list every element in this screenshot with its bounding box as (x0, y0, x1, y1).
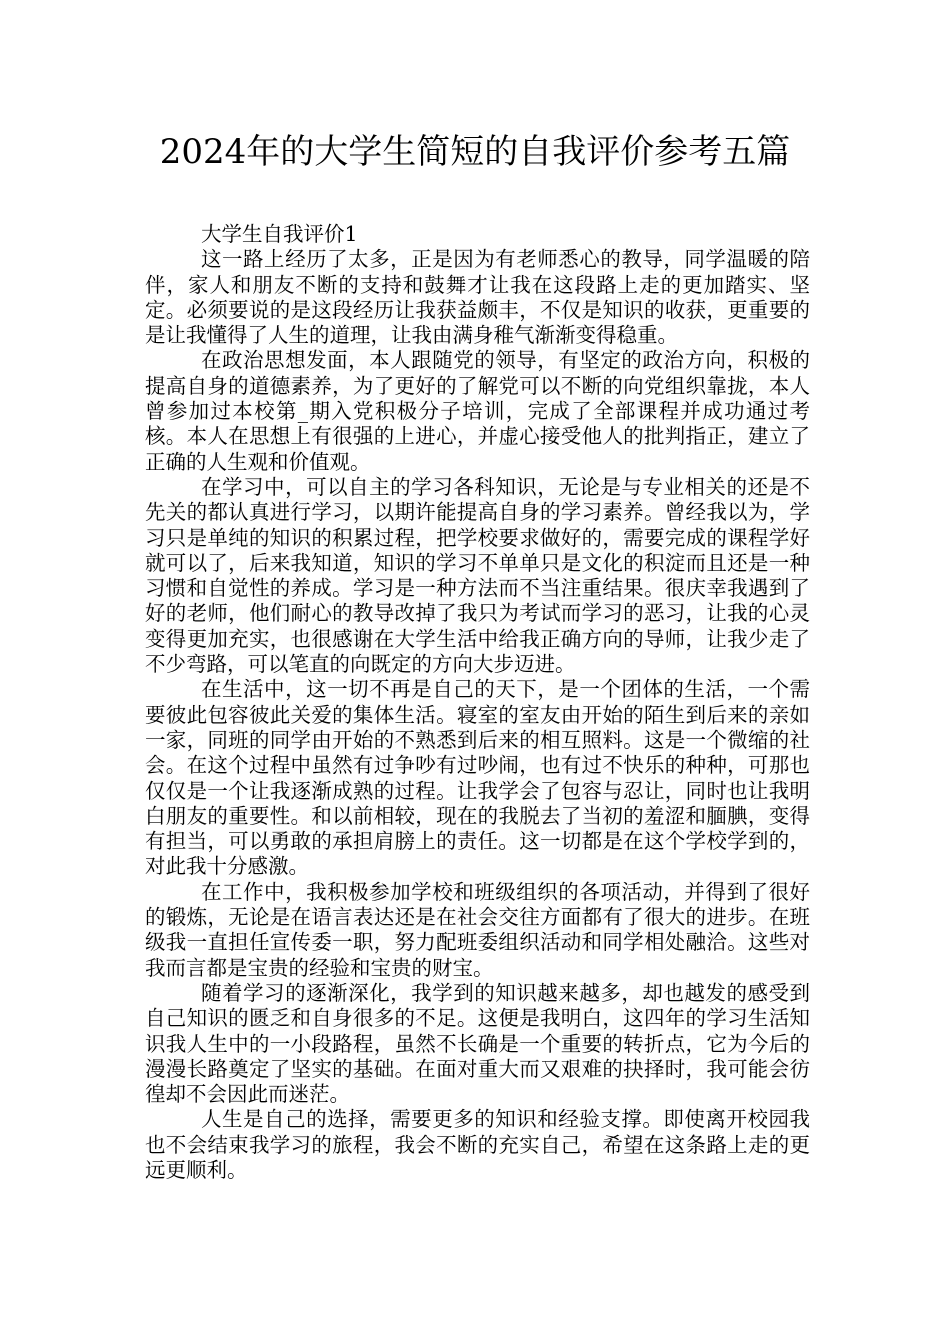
paragraph: 在工作中，我积极参加学校和班级组织的各项活动，并得到了很好的锻炼，无论是在语言表达还是在社会交往方面都有了很大的进步。在班级我一直担任宣传委一职，努力配班委组织活动和同学相处融洽。这些对我而言都是宝贵的经验和宝贵的财宝。 (145, 879, 810, 980)
paragraph: 在生活中，这一切不再是自己的天下，是一个团体的生活，一个需要彼此包容彼此关爱的集体生活。寝室的室友由开始的陌生到后来的亲如一家，同班的同学由开始的不熟悉到后来的相互照料。这是一个微缩的社会。在这个过程中虽然有过争吵有过吵闹，也有过不快乐的种种，可那也仅仅是一个让我逐渐成熟的过程。让我学会了包容与忍让，同时也让我明白朋友的重要性。和以前相较，现在的我脱去了当初的羞涩和腼腆，变得有担当，可以勇敢的承担肩膀上的责任。这一切都是在这个学校学到的，对此我十分感激。 (145, 677, 810, 879)
paragraph: 在政治思想发面，本人跟随党的领导，有坚定的政治方向，积极的提高自身的道德素养，为了更好的了解党可以不断的向党组织靠拢，本人曾参加过本校第_期入党积极分子培训，完成了全部课程并成功通过考核。本人在思想上有很强的上进心，并虚心接受他人的批判指正，建立了正确的人生观和价值观。 (145, 348, 810, 474)
document-body (145, 222, 810, 1183)
paragraph: 人生是自己的选择，需要更多的知识和经验支撑。即使离开校园我也不会结束我学习的旅程，我会不断的充实自己，希望在这条路上走的更远更顺利。 (145, 1107, 810, 1182)
section-heading: 大学生自我评价1 (201, 222, 358, 246)
paragraph: 在学习中，可以自主的学习各科知识，无论是与专业相关的还是不先关的都认真进行学习，以期许能提高自身的学习素养。曾经我以为，学习只是单纯的知识的积累过程，把学校要求做好的，需要完成的课程学好就可以了，后来我知道，知识的学习不单单只是文化的积淀而且还是一种习惯和自觉性的养成。学习是一种方法而不当注重结果。很庆幸我遇到了好的老师，他们耐心的教导改掉了我只为考试而学习的恶习，让我的心灵变得更加充实，也很感谢在大学生活中给我正确方向的导师，让我少走了不少弯路，可以笔直的向既定的方向大步迈进。 (145, 474, 810, 677)
document-title: 2024年的大学生简短的自我评价参考五篇 (159, 132, 791, 172)
paragraph: 随着学习的逐渐深化，我学到的知识越来越多，却也越发的感受到自己知识的匮乏和自身很多的不足。这便是我明白，这四年的学习生活知识我人生中的一小段路程，虽然不长确是一个重要的转折点，它为今后的漫漫长路奠定了坚实的基础。在面对重大而又艰难的抉择时，我可能会彷徨却不会因此而迷茫。 (145, 980, 810, 1107)
paragraph: 这一路上经历了太多，正是因为有老师悉心的教导，同学温暖的陪伴，家人和朋友不断的支持和鼓舞才让我在这段路上走的更加踏实、坚定。必须要说的是这段经历让我获益颇丰，不仅是知识的收获，更重要的是让我懂得了人生的道理，让我由满身稚气渐渐变得稳重。 (145, 247, 810, 348)
